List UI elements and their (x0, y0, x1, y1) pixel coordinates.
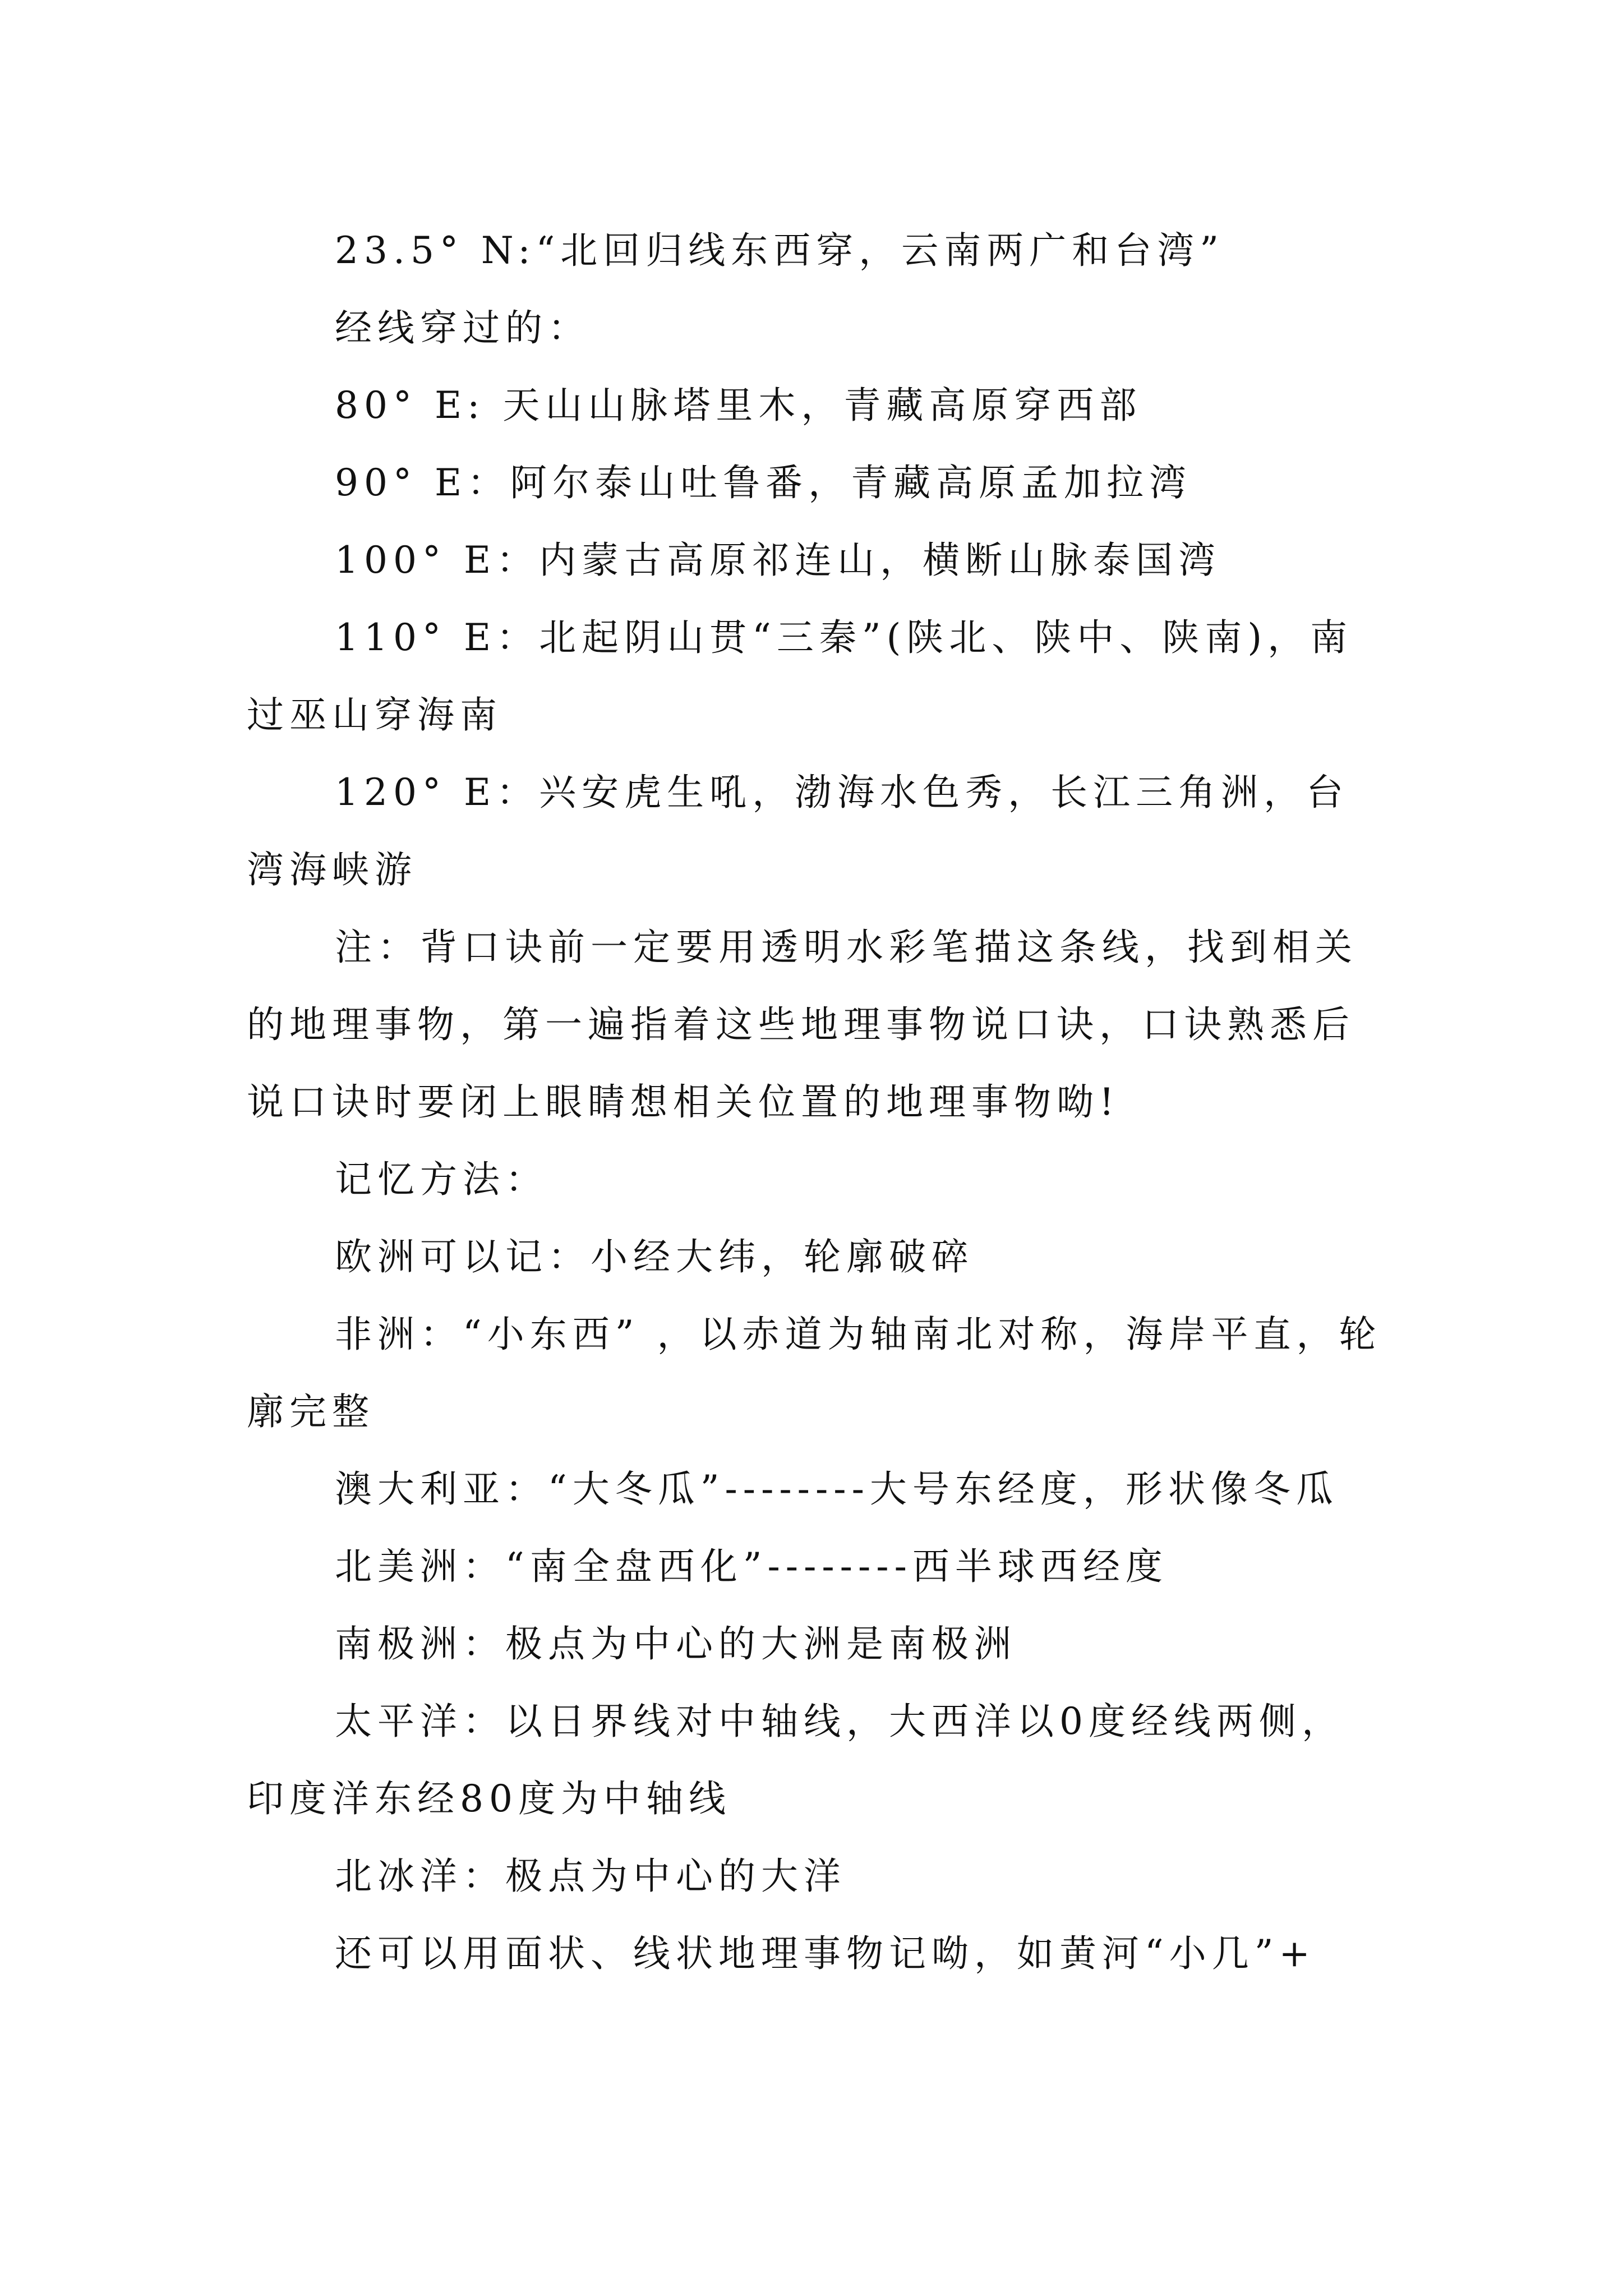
paragraph-meridians-heading: 经线穿过的： (335, 306, 591, 349)
paragraph-north-america: 北美洲：“南全盘西化”--------西半球西经度 (335, 1545, 1168, 1588)
paragraph-europe: 欧洲可以记：小经大纬，轮廓破碎 (335, 1235, 974, 1278)
paragraph-note: 注：背口诀前一定要用透明水彩笔描这条线，找到相关的地理事物，第一遍指着这些地理事物说口诀，口诀熟悉后说口诀时要闭上眼睛想相关位置的地理事物呦! (247, 926, 1358, 1124)
paragraph-90e: 90° E：阿尔泰山吐鲁番，青藏高原孟加拉湾 (335, 461, 1192, 504)
paragraph-other-methods: 还可以用面状、线状地理事物记呦，如黄河“小几”+ (335, 1932, 1316, 1975)
paragraph-110e: 110° E：北起阴山贯“三秦”(陕北、陕中、陕南)，南过巫山穿海南 (247, 616, 1353, 737)
paragraph-africa: 非洲：“小东西” ，以赤道为轴南北对称，海岸平直，轮廓完整 (247, 1313, 1382, 1433)
paragraph-80e: 80° E: 天山山脉塔里木，青藏高原穿西部 (335, 384, 1142, 427)
paragraph-pacific: 太平洋：以日界线对中轴线，大西洋以0度经线两侧，印度洋东经80度为中轴线 (247, 1700, 1344, 1820)
paragraph-120e: 120° E：兴安虎生吼，渤海水色秀，长江三角洲，台湾海峡游 (247, 771, 1349, 891)
document-body (247, 212, 1385, 1993)
paragraph-tropic-of-cancer: 23.5° N:“北回归线东西穿，云南两广和台湾” (335, 229, 1225, 272)
paragraph-australia: 澳大利亚：“大冬瓜”--------大号东经度，形状像冬瓜 (335, 1467, 1339, 1511)
paragraph-100e: 100° E：内蒙古高原祁连山，横断山脉泰国湾 (335, 539, 1221, 582)
paragraph-arctic: 北冰洋：极点为中心的大洋 (335, 1855, 846, 1898)
paragraph-antarctica: 南极洲：极点为中心的大洲是南极洲 (335, 1622, 1017, 1665)
paragraph-memory-heading: 记忆方法： (335, 1158, 548, 1201)
